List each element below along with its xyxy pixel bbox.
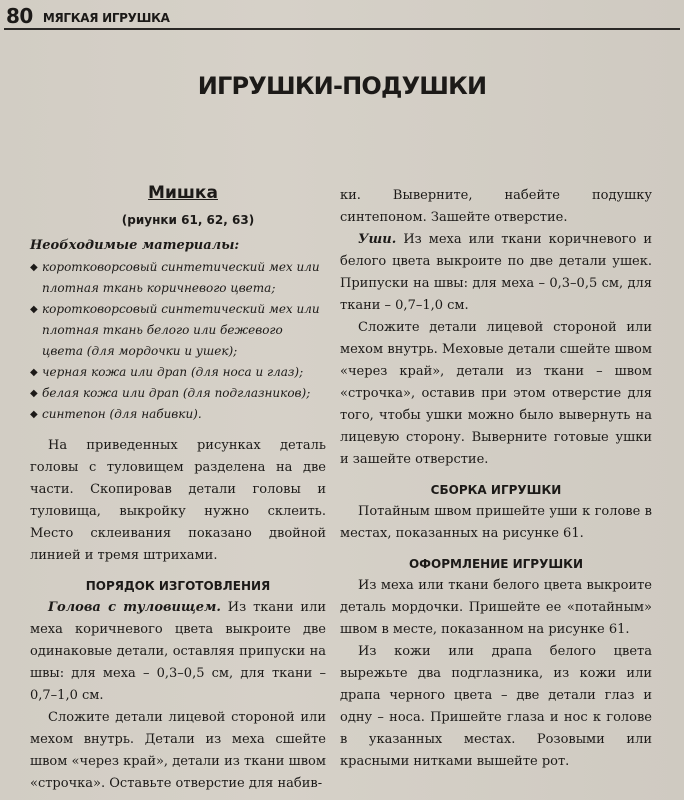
head-paragraph: Голова с туловищем. Из ткани или меха коричневого цвета выкроите две одинаковые детали, оставляя припуски на швы: для меха – 0,3–0,5 см, для ткани – 0,7–1,0 см. <box>30 600 326 703</box>
section-title: МЯГКАЯ ИГРУШКА <box>42 11 170 25</box>
assembly-paragraph: Потайным швом пришейте уши к голове в местах, показанных на рисунке 61. <box>340 504 652 541</box>
design-paragraph-2: Из кожи или драпа белого цвета вырежьте два подглазника, из кожи или драпа черного цвета – две детали глаз и одну – носа. Пришейте глаза и нос к голове в указанных местах. Розовыми или красными нитками вышейте рот. <box>340 644 652 769</box>
intro-paragraph: На приведенных рисунках деталь головы с туловищем разделена на две части. Скопировав детали головы и туловища, выкройку нужно склеить. Место склеивания показано двойной линией и тремя штрихами. <box>30 438 326 563</box>
fold-paragraph: Сложите детали лицевой стороной или мехом внутрь. Детали из меха сшейте швом «через край», детали из ткани швом «строчка». Оставьте отверстие для набив- <box>30 710 326 791</box>
head-lead: Голова с туловищем. <box>48 600 221 615</box>
page-number: 80 <box>6 4 33 28</box>
order-heading: ПОРЯДОК ИЗГОТОВЛЕНИЯ <box>85 579 271 593</box>
left-column <box>30 182 326 795</box>
list-item: ◆ белая кожа или драп (для подглазников); <box>30 383 326 404</box>
ears-lead: Уши. <box>358 232 397 247</box>
header-rule <box>4 28 680 30</box>
diamond-bullet-icon: ◆ <box>30 304 38 315</box>
list-item: ◆ синтепон (для набивки). <box>30 404 326 425</box>
continuation-paragraph: ки. Выверните, набейте подушку синтепоном. Зашейте отверстие. <box>340 188 652 225</box>
design-heading: ОФОРМЛЕНИЕ ИГРУШКИ <box>408 557 584 571</box>
ears-paragraph: Уши. Из меха или ткани коричневого и белого цвета выкроите по две детали ушек. Припуски на швы: для меха – 0,3–0,5 см, для ткани – 0,7–1,0 см. <box>340 232 652 313</box>
ears-sew-paragraph: Сложите детали лицевой стороной или мехом внутрь. Меховые детали сшейте швом «через край», детали из ткани – швом «строчка», оставив при этом отверстие для того, чтобы ушки можно было вывернуть на лицевую сторону. Выверните готовые ушки и зашейте отверстие. <box>340 320 652 467</box>
diamond-bullet-icon: ◆ <box>30 388 38 399</box>
assembly-heading: СБОРКА ИГРУШКИ <box>430 483 562 497</box>
page-header <box>6 2 666 28</box>
materials-list <box>30 257 326 425</box>
figure-reference: (риунки 61, 62, 63) <box>121 213 255 227</box>
diamond-bullet-icon: ◆ <box>30 262 38 273</box>
list-item: ◆ черная кожа или драп (для носа и глаз); <box>30 362 326 383</box>
design-paragraph-1: Из меха или ткани белого цвета выкроите деталь мордочки. Пришейте ее «потайным» швом в месте, показанном на рисунке 61. <box>340 578 652 637</box>
list-item: ◆ коротковорсовый синтетический мех или плотная ткань белого или бежевого цвета (для мордочки и ушек); <box>30 299 326 362</box>
right-column <box>340 185 652 773</box>
diamond-bullet-icon: ◆ <box>30 409 38 420</box>
article-subtitle: Мишка <box>148 183 218 203</box>
page-title: ИГРУШКИ-ПОДУШКИ <box>197 72 487 100</box>
diamond-bullet-icon: ◆ <box>30 367 38 378</box>
list-item: ◆ коротковорсовый синтетический мех или плотная ткань коричневого цвета; <box>30 257 326 299</box>
materials-heading: Необходимые материалы: <box>30 238 240 253</box>
